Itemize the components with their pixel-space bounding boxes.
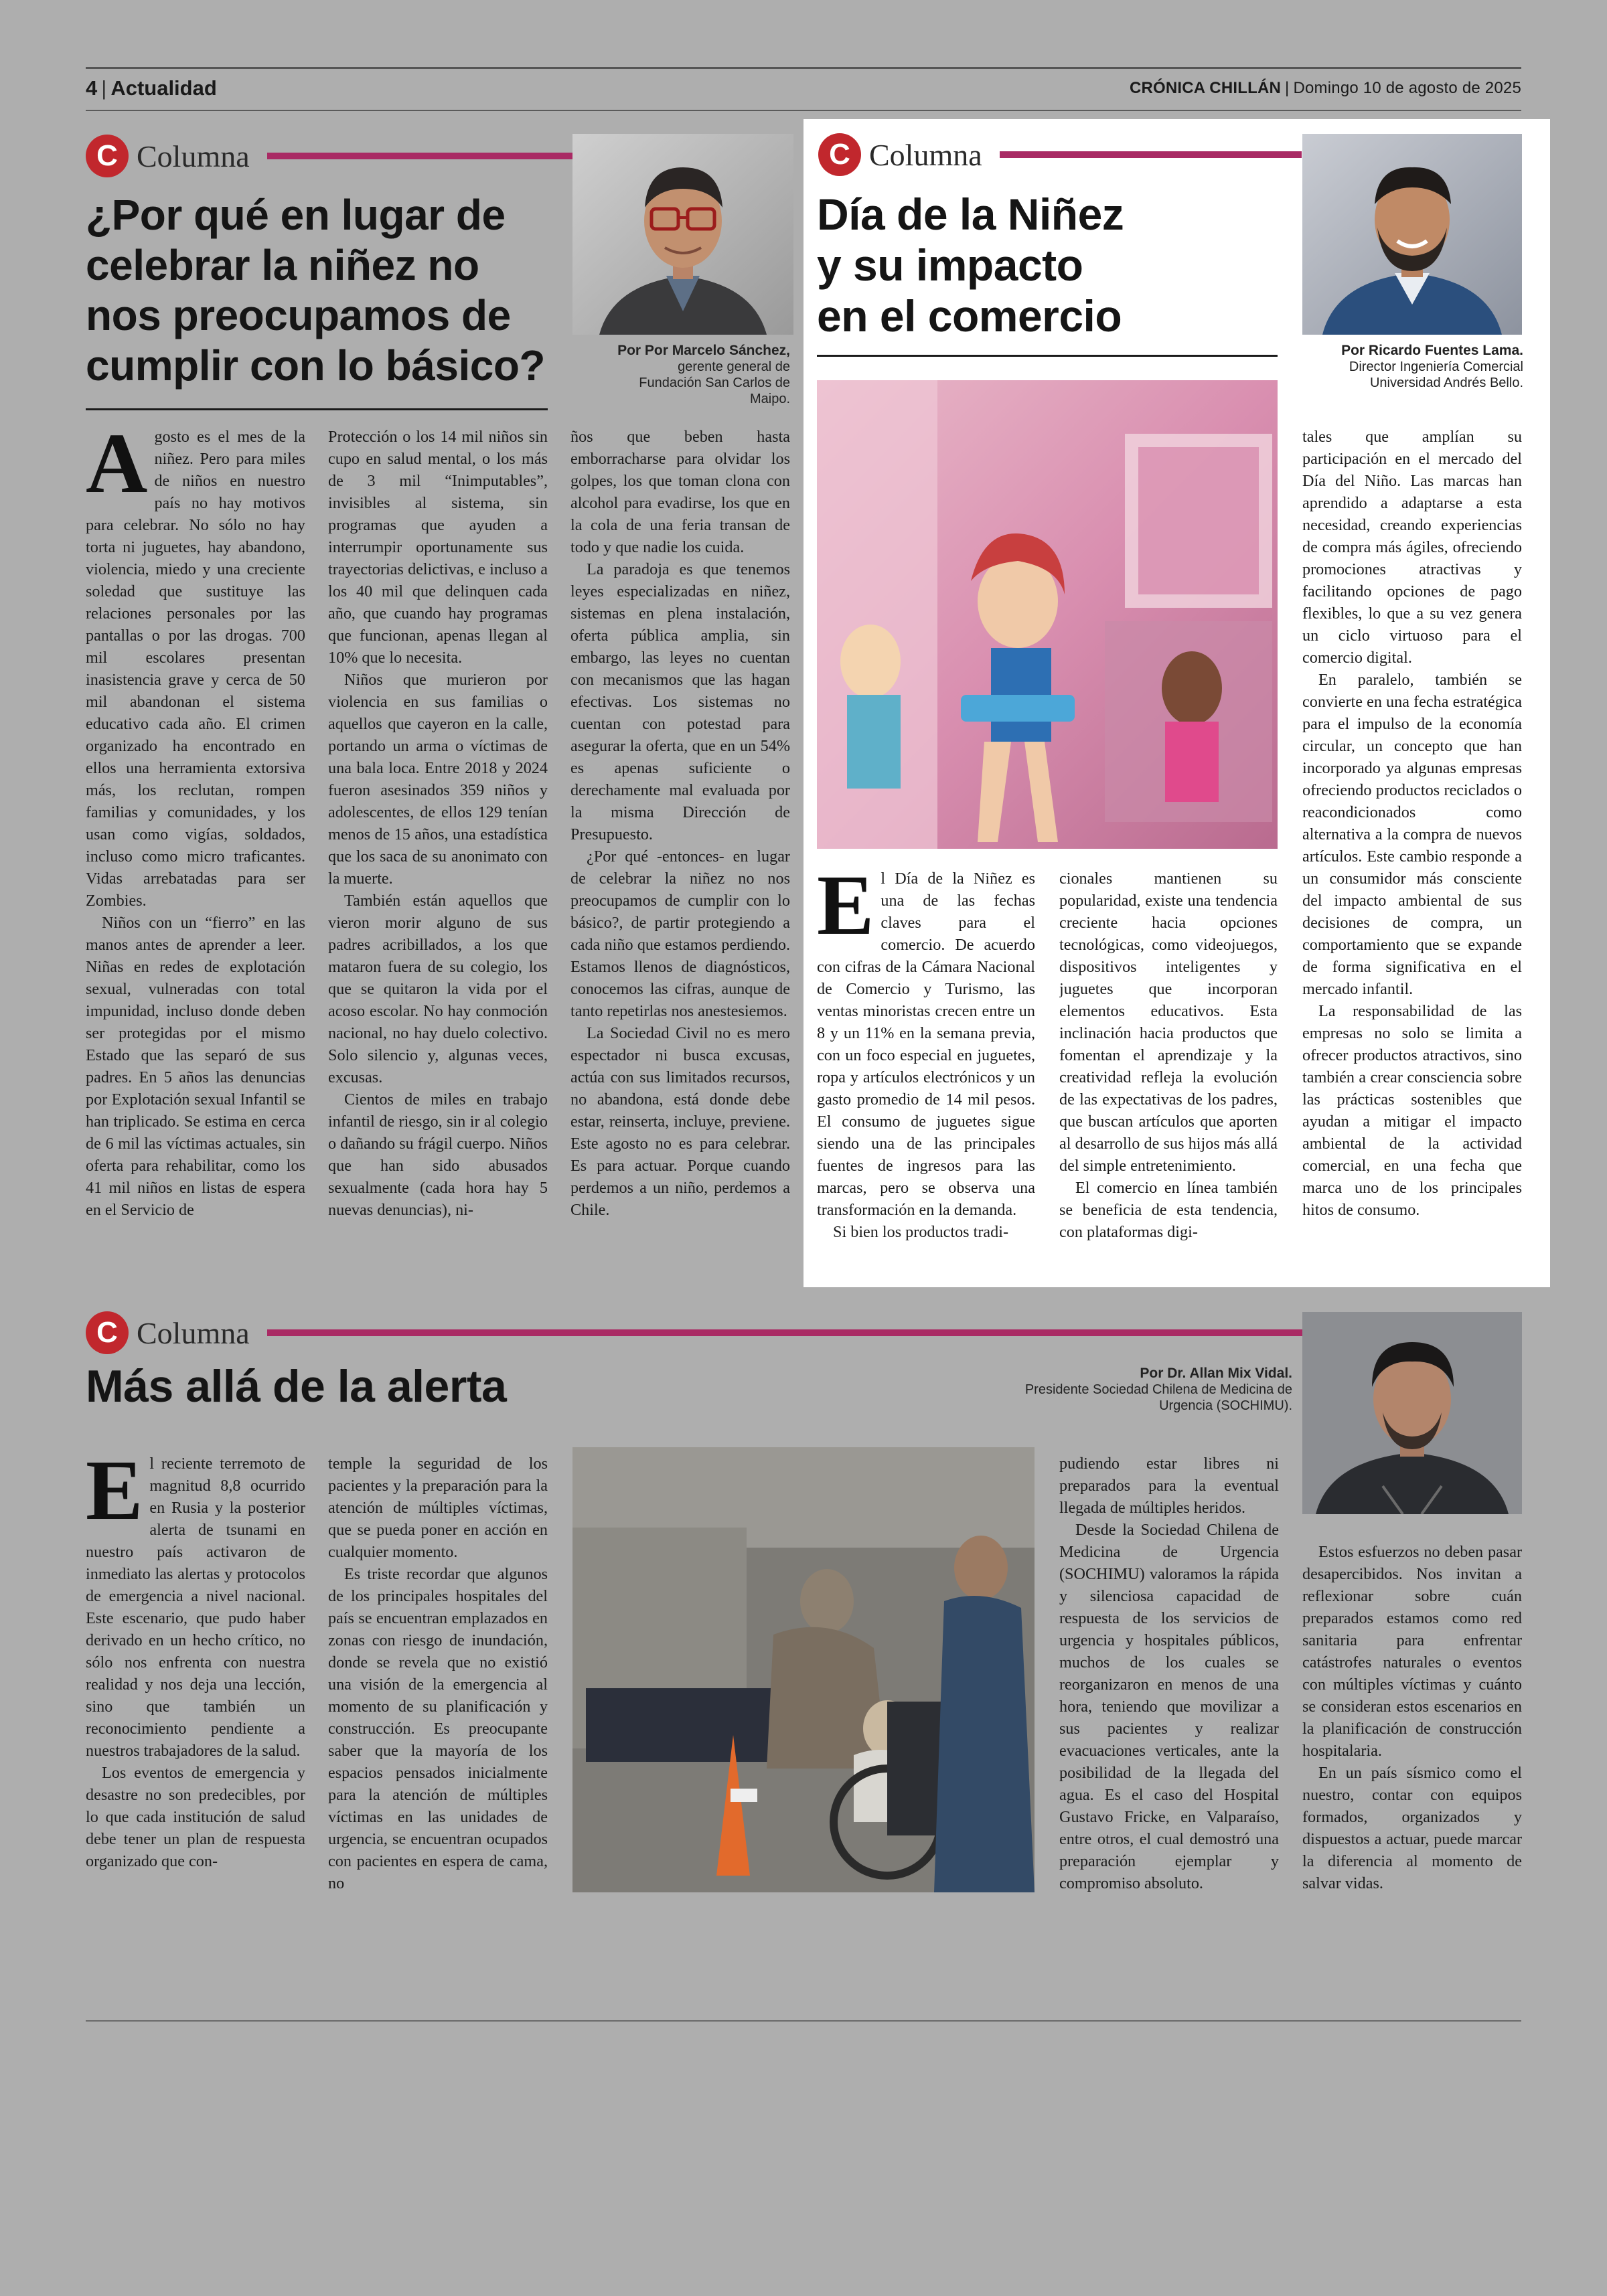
article3-headline: Más allá de la alerta xyxy=(86,1361,507,1412)
author-portrait-icon xyxy=(1302,1312,1522,1514)
article2-column-3 xyxy=(1302,426,1522,1280)
author-name: Por Ricardo Fuentes Lama. xyxy=(1341,343,1523,358)
headline-line: en el comercio xyxy=(817,291,1122,341)
header-separator: | xyxy=(1285,79,1290,97)
article1-column-2 xyxy=(328,426,548,1279)
author-role: gerente general de xyxy=(678,359,790,374)
paragraph: Los eventos de emergencia y desastre no son predecibles, por lo que cada institución de salud debe tener un plan de respuesta organizado que con- xyxy=(86,1764,305,1870)
paragraph: La Sociedad Civil no es mero espectador ni busca excusas, actúa con sus limitados recursos, no abandona, está donde debe estar, reinserta, incluye, previene. Este agosto no es para celebrar. Es para actuar. Porque cuando perdemos a un niño, perdemos a Chile. xyxy=(570,1024,790,1219)
paragraph: La paradoja es que tenemos leyes especializadas en niñez, sistemas en plena instalación, oferta pública amplia, sin embargo, las leyes no cuentan con mecanismos que las hagan efectivas. Los sistemas no cuentan con potestad para asegurar la oferta, que en un 54% es apenas suficiente o derechamente mal evaluada por la misma Dirección de Presupuesto. xyxy=(570,560,790,843)
column-label: Columna xyxy=(137,139,250,173)
newspaper-name: CRÓNICA CHILLÁN xyxy=(1129,79,1282,97)
column-badge-icon: C xyxy=(818,133,861,176)
author-role: Universidad Andrés Bello. xyxy=(1369,376,1523,390)
headline-line: nos preocupamos de xyxy=(86,291,511,339)
header-left xyxy=(86,76,217,100)
headline-line: Día de la Niñez xyxy=(817,189,1124,239)
paragraph-text: l reciente terremoto de magnitud 8,8 ocurrido en Rusia y la posterior alerta de tsunami en nuestro país activaron de inmediato las alertas y protocolos de emergencia a nivel nacional. Este escenario, que pudo haber derivado en un hecho crítico, no sólo nos enfrenta con nuestra realidad y nos deja una lección, sino que también un reconocimiento pendiente a nuestros trabajadores de la salud. xyxy=(86,1455,305,1760)
paragraph: Si bien los productos tradi- xyxy=(833,1223,1008,1241)
headline-line: celebrar la niñez no xyxy=(86,241,479,289)
article2-headline xyxy=(817,189,1286,341)
paragraph: Estos esfuerzos no deben pasar desapercibidos. Nos invitan a reflexionar sobre cuán preparados estamos como red sanitaria para enfrentar catástrofes naturales o eventos con múltiples víctimas y cuánto se consideran estos escenarios en la planificación de construcción hospitalaria. xyxy=(1302,1543,1522,1760)
paragraph: ¿Por qué -entonces- en lugar de celebrar la niñez no nos preocupamos de cumplir con lo básico?, de partir protegiendo a cada niño que estamos perdiendo. Estamos llenos de diagnósticos, conocemos las cifras, aunque de tanto repetirlas nos anestesiemos. xyxy=(570,847,790,1020)
drop-cap: A xyxy=(86,426,148,511)
article3-column-2 xyxy=(328,1453,548,1908)
column-badge-icon: C xyxy=(86,1311,129,1354)
paragraph: ños que beben hasta emborracharse para olvidar los golpes, los que toman clona con alcohol para evadirse, los que en la cola de una feria transan de todo y que nadie los cuida. xyxy=(570,428,790,556)
paragraph: Cientos de miles en trabajo infantil de riesgo, sin ir al colegio o dañando su frágil cuerpo. Niños que han sido abusados sexualmente (cada hora hay 5 nuevas denuncias), ni- xyxy=(328,1090,548,1219)
page-header xyxy=(86,67,1521,111)
column-badge-icon: C xyxy=(86,135,129,177)
article2-column-2 xyxy=(1059,868,1278,1280)
article2-photo-dolls xyxy=(817,380,1278,849)
column-kicker-article1 xyxy=(86,133,577,179)
paragraph xyxy=(817,868,1035,1221)
article3-column-3 xyxy=(1059,1453,1279,1908)
issue-date: Domingo 10 de agosto de 2025 xyxy=(1293,79,1521,97)
paragraph: Niños que murieron por violencia en sus familias o aquellos que cayeron en la calle, portando un arma o víctimas de una bala loca. Entre 2018 y 2024 fueron asesinados 359 niños y adolescentes, de ellos 129 tenían menos de 15 años, una estadística que los saca de su anonimato con la muerte. xyxy=(328,671,548,888)
header-right xyxy=(1130,79,1521,98)
paragraph: En paralelo, también se convierte en una fecha estratégica para el impulso de la economía circular, un concepto que han incorporado ya algunas empresas ofreciendo productos reciclados o reacondicionados como alternativa a la compra de nuevos artículos. Este cambio responde a un consumidor más consciente del impacto ambiental de sus decisiones de compra, un comportamiento que se expande de forma significativa en el mercado infantil. xyxy=(1302,671,1522,998)
drop-cap: E xyxy=(86,1453,143,1538)
author-name: Por Por Marcelo Sánchez, xyxy=(617,343,790,358)
author-role: Maipo. xyxy=(749,392,790,406)
column-kicker-article2 xyxy=(818,131,1302,178)
paragraph-text: gosto es el mes de la niñez. Pero para miles de niños en nuestro país no hay motivos para celebrar. No sólo no hay torta ni juguetes, hay abandono, violencia, miedo y una creciente soledad que sustituye las relaciones personales por las pantallas o por las drogas. 700 mil escolares presentan inasistencia grave y cerca de 50 mil abandonan el sistema educativo cada año. El crimen organizado ha encontrado en ellos una herramienta extorsiva más, los reclutan, rompen familias y comunidades, y los usan como vigías, soldados, incluso como micro traficantes. Vidas arrebatadas para ser Zombies. xyxy=(86,428,305,910)
headline-line: cumplir con lo básico? xyxy=(86,341,545,390)
paragraph: tales que amplían su participación en el mercado del Día del Niño. Las marcas han aprendido a adaptarse a esta necesidad, creando experiencias de compra más ágiles, ofreciendo promociones atractivas y facilitando opciones de pago flexibles, lo que a su vez genera un ciclo virtuoso para el comercio digital. xyxy=(1302,428,1522,667)
column-label: Columna xyxy=(137,1315,250,1350)
column-kicker-article3 xyxy=(86,1309,1303,1356)
paragraph xyxy=(86,1453,305,1762)
article2-headline-rule xyxy=(817,355,1278,357)
paragraph: Protección o los 14 mil niños sin cupo en salud mental, o los más de 3 mil “Inimputables”, invisibles al sistema, sin programas que ayuden a interrumpir oportunamente sus trayectorias delictivas, e incluso a los 40 mil que delinquen cada año, que cuando hay programas que funcionan, apenas llegan al 10% que lo necesita. xyxy=(328,428,548,667)
column-label: Columna xyxy=(869,137,982,172)
author-portrait-icon xyxy=(1302,134,1522,335)
author-portrait-icon xyxy=(572,134,793,335)
paragraph: También están aquellos que vieron morir alguno de sus padres acribillados, a los que mataron fuera de su colegio, los que se quitaron la vida por el acoso escolar. No hay conmoción nacional, no hay duelo colectivo. Solo silencio y, algunas veces, excusas. xyxy=(328,892,548,1086)
article3-column-1 xyxy=(86,1453,305,1908)
author-name: Por Dr. Allan Mix Vidal. xyxy=(1140,1366,1292,1381)
page-number: 4 xyxy=(86,76,98,100)
kicker-bar xyxy=(267,153,577,159)
article3-photo-hospital xyxy=(572,1447,1035,1892)
article1-headline-rule xyxy=(86,408,548,410)
author-photo-allan-mix xyxy=(1302,1312,1522,1514)
hospital-evacuation-image xyxy=(572,1447,1035,1892)
article1-column-1 xyxy=(86,426,305,1279)
author-photo-ricardo-fuentes xyxy=(1302,134,1522,335)
author-role: Fundación San Carlos de xyxy=(639,376,790,390)
article2-byline xyxy=(1266,343,1523,391)
article3-byline xyxy=(891,1366,1292,1414)
article1-column-3 xyxy=(570,426,790,1279)
article1-byline xyxy=(536,343,790,407)
paragraph: En un país sísmico como el nuestro, contar con equipos formados, organizados y dispuestos a actuar, puede marcar la diferencia al momento de salvar vidas. xyxy=(1302,1764,1522,1892)
author-role: Urgencia (SOCHIMU). xyxy=(1159,1398,1292,1413)
paragraph: Niños con un “fierro” en las manos antes de aprender a leer. Niñas en redes de explotación sexual, vulneradas con total impunidad, incluso donde deben ser protegidas por el mismo Estado que las separó de sus padres. En 5 años las denuncias por Explotación sexual Infantil se han triplicado. Se estima en cerca de 6 mil las víctimas actuales, sin oferta para rehabilitar, como los 41 mil niños en listas de espera en el Servicio de xyxy=(86,914,305,1219)
article3-column-4 xyxy=(1302,1541,1522,1916)
article1-headline xyxy=(86,190,568,391)
paragraph-text: l Día de la Niñez es una de las fechas claves para el comercio. De acuerdo con cifras de la Cámara Nacional de Comercio y Turismo, las ventas minoristas crecen entre un 8 y un 11% en la semana previa, con un foco especial en juguetes, ropa y artículos electrónicos y un gasto promedio de 14 mil pesos. El consumo de juguetes sigue siendo una de las principales fuentes de ingresos para las marcas, pero se observa una transformación en la demanda. xyxy=(817,870,1035,1219)
headline-line: y su impacto xyxy=(817,240,1083,290)
author-photo-marcelo-sanchez xyxy=(572,134,793,335)
author-role: Presidente Sociedad Chilena de Medicina de xyxy=(1024,1382,1292,1397)
paragraph: Desde la Sociedad Chilena de Medicina de Urgencia (SOCHIMU) valoramos la rápida y silenciosa capacidad de respuesta de los servicios de urgencia y hospitales públicos, muchos de los cuales se reorganizaron en menos de una hora, teniendo que movilizar a sus pacientes y realizar evacuaciones verticales, ante la posibilidad de la llegada del agua. Es el caso del Hospital Gustavo Fricke, en Valparaíso, entre otros, el cual demostró una preparación ejemplar y compromiso absoluto. xyxy=(1059,1521,1279,1892)
paragraph: cionales mantienen su popularidad, existe una tendencia creciente hacia opciones tecnológicas, como videojuegos, dispositivos inteligentes y juguetes que incorporan elementos educativos. Esta inclinación hacia productos que fomentan el aprendizaje y la creatividad refleja la evolución de las expectativas de los padres, que buscan artículos que aporten al desarrollo de sus hijos más allá del simple entretenimiento. xyxy=(1059,870,1278,1175)
kicker-bar xyxy=(1000,151,1302,158)
paragraph xyxy=(86,426,305,912)
paragraph: El comercio en línea también se beneficia de esta tendencia, con plataformas digi- xyxy=(1059,1179,1278,1241)
headline-line: ¿Por qué en lugar de xyxy=(86,191,506,239)
toy-store-dolls-image xyxy=(817,380,1278,849)
page-bottom-rule xyxy=(86,2020,1521,2022)
paragraph: pudiendo estar libres ni preparados para la eventual llegada de múltiples heridos. xyxy=(1059,1455,1279,1517)
paragraph: Es triste recordar que algunos de los principales hospitales del país se encuentran emplazados en zonas con riesgo de inundación, donde se revela que no existió una visión de la emergencia al momento de su planificación y construcción. Es preocupante saber que la mayoría de los espacios pensados inicialmente para la atención de múltiples víctimas en las unidades de urgencia, se encuentran ocupados con pacientes en espera de cama, no xyxy=(328,1565,548,1892)
drop-cap: E xyxy=(817,868,874,953)
section-name: Actualidad xyxy=(110,76,217,100)
article2-column-1 xyxy=(817,868,1035,1280)
header-separator: | xyxy=(101,76,107,100)
kicker-bar xyxy=(267,1329,1303,1336)
paragraph: temple la seguridad de los pacientes y la preparación para la atención de múltiples víctimas, que se pueda poner en acción en cualquier momento. xyxy=(328,1455,548,1561)
paragraph: La responsabilidad de las empresas no solo se limita a ofrecer productos atractivos, sino también a crear consciencia sobre las prácticas sostenibles que ayudan a mitigar el impacto ambiental de la actividad comercial, en una fecha que marca uno de los principales hitos de consumo. xyxy=(1302,1002,1522,1219)
author-role: Director Ingeniería Comercial xyxy=(1349,359,1523,374)
